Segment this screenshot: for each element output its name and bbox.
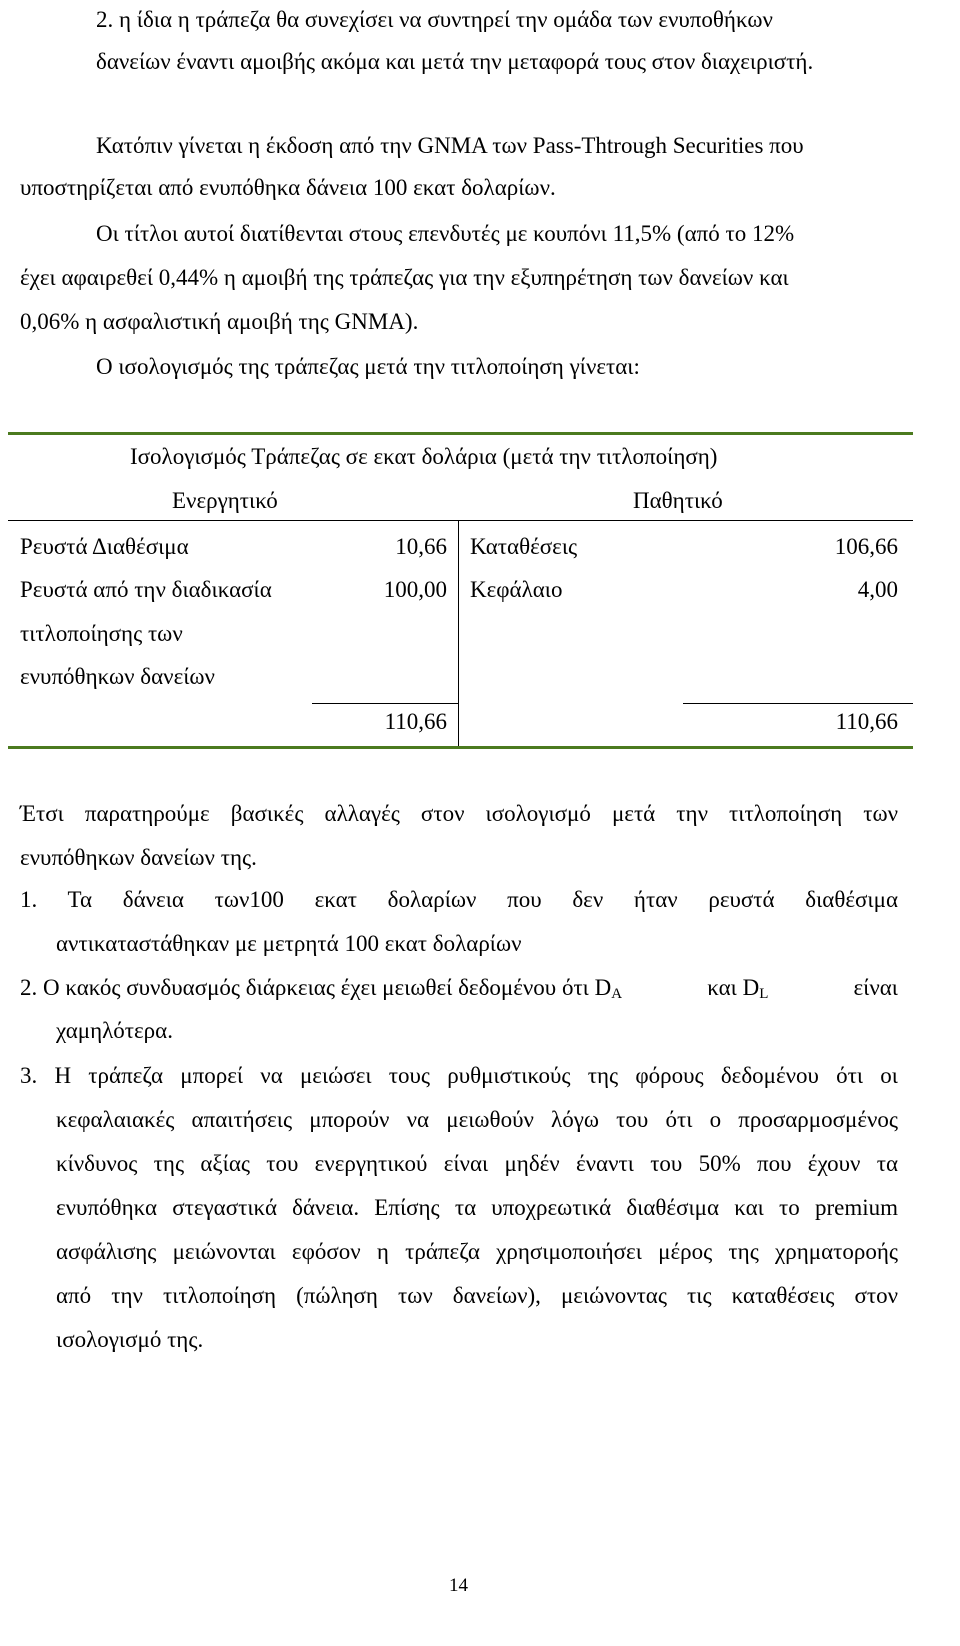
coupon-line1: Οι τίτλοι αυτοί διατίθενται στους επενδυτές με κουπόνι 11,5% (από το 12% bbox=[96, 221, 795, 246]
point1-line1: 1. Τα δάνεια των100 εκατ δολαρίων που δεν ήταν ρευστά διαθέσιμα bbox=[20, 887, 898, 912]
issue-line2: υποστηρίζεται από ενυπόθηκα δάνεια 100 εκατ δολαρίων. bbox=[20, 175, 556, 200]
liabilities-sum-line bbox=[683, 703, 913, 704]
point2-line1 bbox=[20, 976, 898, 1002]
liabilities-header: Παθητικό bbox=[633, 488, 723, 513]
point3-line1: 3. Η τράπεζα μπορεί να μειώσει τους ρυθμιστικούς της φόρους δεδομένου ότι οι bbox=[20, 1063, 898, 1088]
duration-liabilities-subscript: L bbox=[759, 986, 769, 1002]
duration-assets-subscript: A bbox=[611, 986, 623, 1002]
page-number: 14 bbox=[449, 1575, 468, 1596]
conclusion-line1: Έτσι παρατηρούμε βασικές αλλαγές στον ισολογισμό μετά την τιτλοποίηση των bbox=[20, 801, 898, 826]
point3-line4: ενυπόθηκα στεγαστικά δάνεια. Επίσης τα υποχρεωτικά διαθέσιμα και το premium bbox=[56, 1195, 898, 1220]
liability-label-capital: Κεφάλαιο bbox=[470, 577, 563, 602]
coupon-line3: 0,06% η ασφαλιστική αμοιβή της GNMA). bbox=[20, 309, 419, 334]
point2-end: είναι bbox=[853, 975, 898, 1000]
item2-line1: 2. η ίδια η τράπεζα θα συνεχίσει να συντηρεί την ομάδα των ενυποθήκων bbox=[96, 7, 773, 32]
liability-value-capital: 4,00 bbox=[857, 577, 898, 602]
liabilities-total: 110,66 bbox=[835, 709, 898, 734]
point2-mid: και $D_L$ bbox=[707, 975, 769, 1002]
point3-line6: από την τιτλοποίηση (πώληση των δανείων), μειώνοντας τις καταθέσεις στον bbox=[56, 1283, 898, 1308]
item2-line2: δανείων έναντι αμοιβής ακόμα και μετά την μεταφορά τους στον διαχειριστή. bbox=[96, 49, 814, 74]
balance-intro: Ο ισολογισμός της τράπεζας μετά την τιτλοποίηση γίνεται: bbox=[96, 354, 640, 379]
table-top-rule bbox=[8, 432, 913, 435]
asset-value-securitization: 100,00 bbox=[383, 577, 447, 602]
liability-value-deposits: 106,66 bbox=[834, 534, 898, 559]
coupon-line2: έχει αφαιρεθεί 0,44% η αμοιβή της τράπεζας για την εξυπηρέτηση των δανείων και bbox=[20, 265, 789, 290]
issue-line1: Κατόπιν γίνεται η έκδοση από την GNMA των Pass-Thtrough Securities που bbox=[96, 133, 804, 158]
asset-label-cash: Ρευστά Διαθέσιμα bbox=[20, 534, 189, 559]
point2-line2: χαμηλότερα. bbox=[56, 1018, 173, 1043]
asset-label-securitization-3: ενυπόθηκων δανείων bbox=[20, 664, 215, 689]
point2-text: 2. Ο κακός συνδυασμός διάρκειας έχει μειωθεί δεδομένου ότι $D_A$ bbox=[20, 975, 623, 1002]
balance-sheet-title: Ισολογισμός Τράπεζας σε εκατ δολάρια (μετά την τιτλοποίηση) bbox=[130, 444, 718, 469]
liability-label-deposits: Καταθέσεις bbox=[470, 534, 578, 559]
point3-line3: κίνδυνος της αξίας του ενεργητικού είναι μηδέν έναντι του 50% που έχουν τα bbox=[56, 1151, 898, 1176]
assets-sum-line bbox=[312, 703, 458, 704]
point3-line5: ασφάλισης μειώνονται εφόσον η τράπεζα χρησιμοποιήσει μέρος της χρηματορoής bbox=[56, 1239, 898, 1264]
asset-value-cash: 10,66 bbox=[395, 534, 447, 559]
header-divider bbox=[8, 520, 913, 521]
point3-line7: ισολογισμό της. bbox=[56, 1327, 204, 1352]
assets-total: 110,66 bbox=[384, 709, 447, 734]
point1-line2: αντικαταστάθηκαν με μετρητά 100 εκατ δολαρίων bbox=[56, 931, 522, 956]
asset-label-securitization-2: τιτλοποίησης των bbox=[20, 621, 183, 646]
assets-header: Ενεργητικό bbox=[172, 488, 278, 513]
conclusion-line2: ενυπόθηκων δανείων της. bbox=[20, 845, 257, 870]
column-divider bbox=[458, 520, 459, 748]
table-bottom-rule bbox=[8, 746, 913, 749]
asset-label-securitization-1: Ρευστά από την διαδικασία bbox=[20, 577, 272, 602]
point3-line2: κεφαλαιακές απαιτήσεις μπορούν να μειωθούν λόγω του ότι ο προσαρμοσμένος bbox=[56, 1107, 898, 1132]
